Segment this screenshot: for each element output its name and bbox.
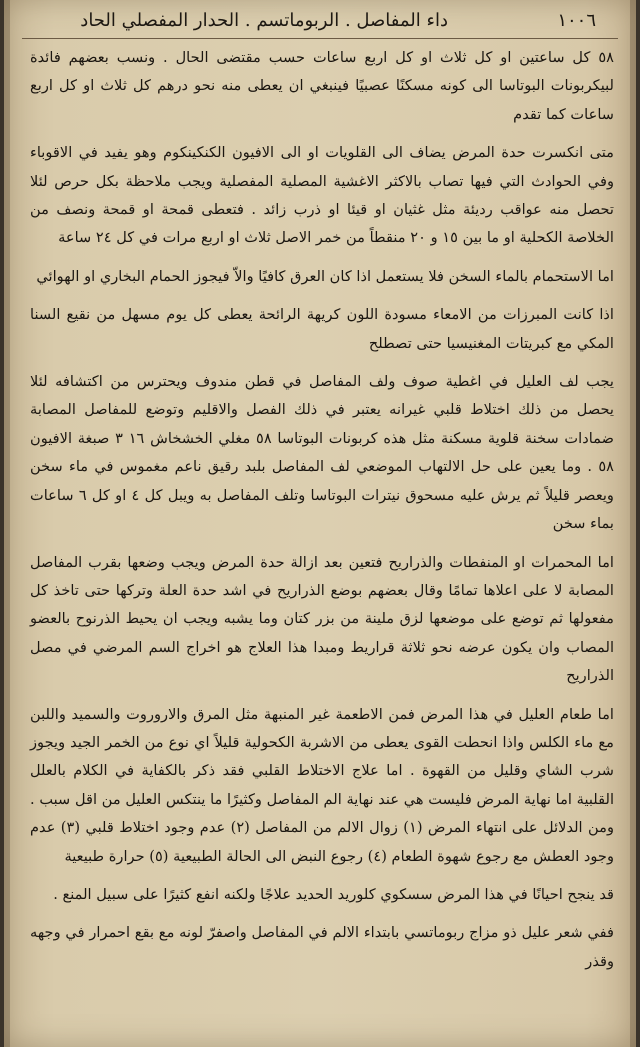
paragraph-iron-chloride: قد ينجح احيانًا في هذا المرض سسكوي كلوريد الحديد علاجًا ولكنه انفع كثيرًا على سبيل المنع . xyxy=(53,885,614,903)
book-page xyxy=(4,0,636,1047)
paragraph-dosage: ٥٨ كل ساعتين او كل ثلاث او كل اربع ساعات حسب مقتضى الحال . ونسب بعضهم فائدة لبيكربونات البوتاسا الى كونه مسكنًا عصبيًا فينبغي ان يعطى منه نحو درهم كل ثلاث او كل اربع ساعات كما تقدم xyxy=(30,49,614,123)
body-text xyxy=(30,44,614,986)
header-rule xyxy=(22,38,618,39)
page-edge-shadow-right xyxy=(630,0,636,1047)
paragraph-purgative: اذا كانت المبرزات من الامعاء مسودة اللون كريهة الرائحة يعطى كل يوم مسهل من نقيع السنا المكي مع كبريتات المغنيسيا حتى تصطلح xyxy=(30,306,614,352)
paragraph-wrapping: يجب لف العليل في اغطية صوف ولف المفاصل في قطن مندوف ويحترس من اكتشافه لئلا يحصل من ذلك اختلاط قلبي غيرانه يعتبر في ذلك الفصل والاقليم وتوضع للمفاصل المصابة ضمادات سخنة قلوية مسكنة مثل هذه كربونات البوتاسا ٥٨ مغلي الخشخاش ١٦ ٣ صبغة الافيون ٥٨ . وما يعين على حل الالتهاب الموضعي لف المفاصل بلبد رقيق ناعم مغموس في ماء سخن ويعصر قليلاً ثم يرش عليه مسحوق نيترات البوتاسا وتلف المفاصل به ويبل كل ٤ او كل ٦ ساعات بماء سخن xyxy=(30,373,614,533)
paragraph-diet: اما طعام العليل في هذا المرض فمن الاطعمة غير المنبهة مثل المرق والاروروت والسميد واللبن مع ماء الكلس واذا انحطت القوى يعطى من الاشربة الكحولية قليلاً اي نوع من الخمر الجيد ويجوز شرب الشاي وقليل من القهوة . اما علاج الاختلاط القلبي فقد ذكر بالكفاية في الكلام بالعلل القلبية اما نهاية المرض فليست هي عند نهاية الم المفاصل وكثيرًا ما ينتكس العليل من اقل سبب . ومن الدلائل على انتهاء المرض (١) زوال الالم من المفاصل (٢) عدم وجود اختلاط قلبي (٣) عدم وجود العطش مع رجوع شهوة الطعام (٤) رجوع النبض الى الحالة الطبيعية (٥) حرارة طبيعية xyxy=(30,705,614,865)
paragraph-blisters: اما المحمرات او المنفطات والذراريح فتعين بعد ازالة حدة المرض ويجب وضعها بقرب المفاصل المصابة لا على اعلاها تمامًا وقال بعضهم بوضع الذراريح في اشد حدة العلة وتركها حتى تاخذ كل مفعولها ثم توضع على موضعها لزق ملينة من بزر كتان وما يشبه ويجب ان يحيط الذرنوح بالعضو المصاب وان يكون عرضه نحو ثلاثة قراريط ومبدا هذا العلاج هو اخراج السم المرضي في مصل الذراريح xyxy=(30,553,614,685)
paragraph-bathing: اما الاستحمام بالماء السخن فلا يستعمل اذا كان العرق كافيًا والاّ فيجوز الحمام البخاري او الهوائي xyxy=(36,267,614,285)
page-number: ١٠٠٦ xyxy=(557,10,596,31)
running-head: داء المفاصل . الربوماتسم . الحدار المفصلي الحاد xyxy=(80,10,448,31)
page-header xyxy=(22,6,618,40)
paragraph-cinchona: متى انكسرت حدة المرض يضاف الى القلويات او الى الافيون الكنكينكوم وهو يفيد في الاقوباء وفي الحوادث التي فيها تصاب بالاكثر الاغشية المصلية المفصلية ويجب ملاحظة بكل حرص لئلا تحصل منه عواقب رديئة مثل غثيان او قيئا او ذرب زائد . فتعطى قمحة او قمحة ونصف من الخلاصة الكحلية او ما بين ١٥ و ٢٠ منقطاً من خمر الاصل ثلاث او اربع مرات في كل ٢٤ ساعة xyxy=(30,144,614,247)
paragraph-case: ففي شعر عليل ذو مزاج ربوماتسي بابتداء الالم في المفاصل واصفرّ لونه مع بقع احمرار في وجهه وقذر xyxy=(30,924,614,970)
page-edge-shadow-left xyxy=(4,0,10,1047)
